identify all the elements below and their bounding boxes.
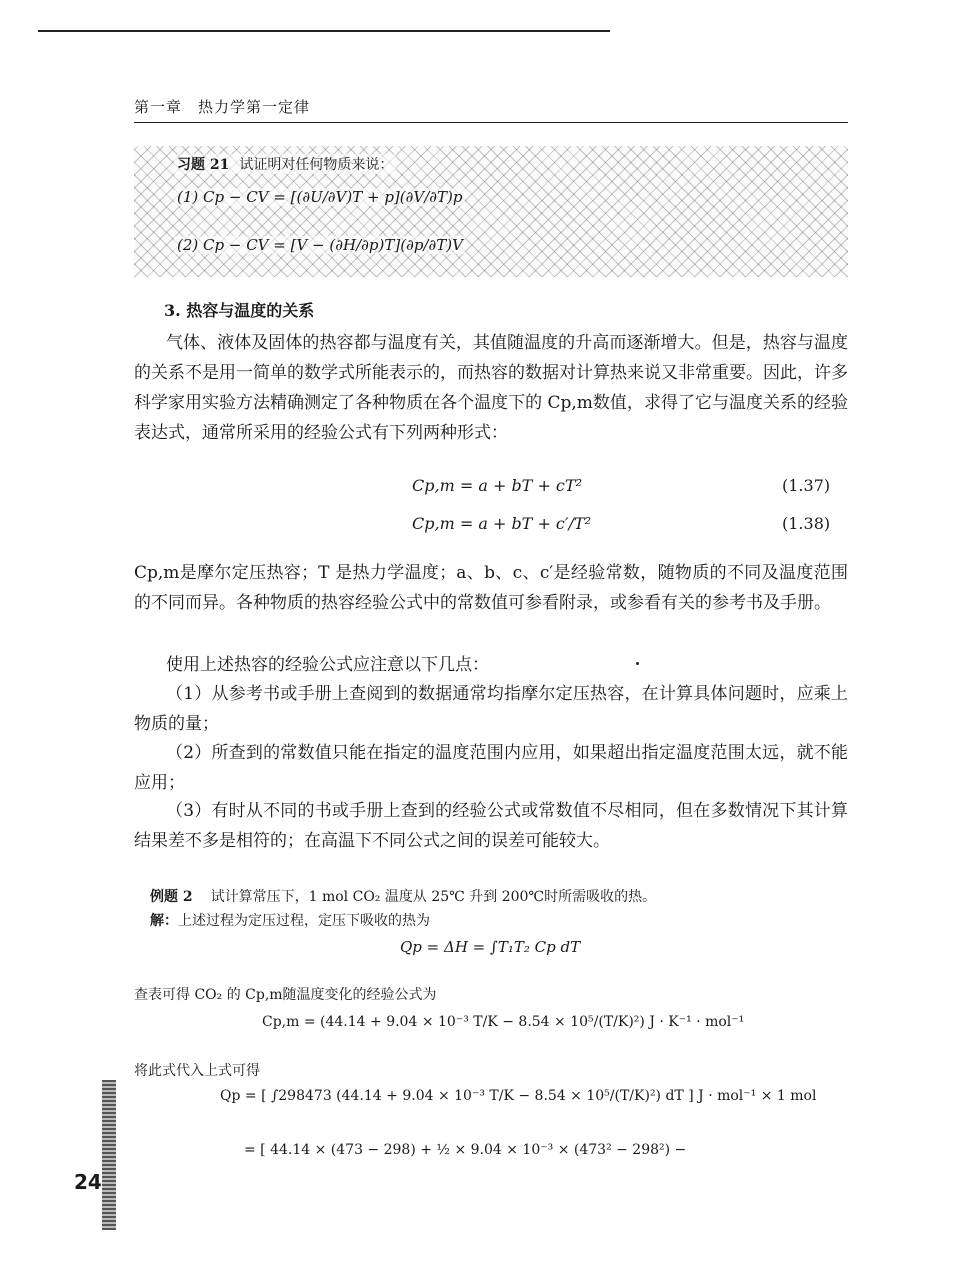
section-heading: 3. 热容与温度的关系 xyxy=(164,301,315,320)
list-item-2: （2）所查到的常数值只能在指定的温度范围内应用，如果超出指定温度范围太远，就不能应用； xyxy=(134,743,848,793)
equation-1-38: Cp,m = a + bT + c′/T² xyxy=(412,514,591,533)
equation-number-1-37: (1.37) xyxy=(782,476,831,495)
exercise-equation-1: (1) Cp − CV = [(∂U/∂V)T + p](∂V/∂T)p xyxy=(174,188,465,206)
paragraph-3: 使用上述热容的经验公式应注意以下几点： xyxy=(166,655,489,675)
example-heading xyxy=(150,886,656,906)
integral-equation-line-1: Qp = [ ∫298473 (44.14 + 9.04 × 10⁻³ T/K − 8.54 × 10⁵/(T/K)²) dT ] J · mol⁻¹ × 1 mol xyxy=(220,1088,817,1104)
lookup-text: 查表可得 CO₂ 的 Cp,m随温度变化的经验公式为 xyxy=(134,987,437,1003)
heat-integral-equation: Qp = ΔH = ∫T₁T₂ Cp dT xyxy=(400,938,581,956)
exercise-label: 习题 21 xyxy=(177,157,230,173)
list-item-3: （3）有时从不同的书或手册上查到的经验公式或常数值不尽相同，但在多数情况下其计算结果差不多是相符的；在高温下不同公式之间的误差可能较大。 xyxy=(134,801,848,851)
equation-number-1-38: (1.38) xyxy=(782,514,831,533)
exercise-equation-2: (2) Cp − CV = [V − (∂H/∂p)T](∂p/∂T)V xyxy=(174,236,466,254)
equation-1-37: Cp,m = a + bT + cT² xyxy=(412,476,582,495)
integral-equation-line-2: = [ 44.14 × (473 − 298) + ½ × 9.04 × 10⁻³ × (473² − 298²) − xyxy=(244,1142,687,1158)
exercise-title xyxy=(174,154,396,174)
exercise-prompt: 试证明对任何物质来说： xyxy=(239,157,394,173)
paragraph-1: 气体、液体及固体的热容都与温度有关，其值随温度的升高而逐渐增大。但是，热容与温度的关系不是用一简单的数学式所能表示的，而热容的数据对计算热来说又非常重要。因此，许多科学家用实验方法精确测定了各种物质在各个温度下的 Cp,m数值，求得了它与温度关系的经验表达式，通常所采用的经验公式有下列两种形式： xyxy=(134,333,848,443)
solution-text: 上述过程为定压过程，定压下吸收的热为 xyxy=(178,913,430,929)
header-rule xyxy=(134,122,848,123)
binding-edge xyxy=(102,1080,116,1230)
solution-label: 解： xyxy=(150,913,178,929)
scan-speck xyxy=(636,662,639,665)
top-rule xyxy=(38,30,610,32)
substitution-text: 将此式代入上式可得 xyxy=(134,1063,260,1079)
exercise-box xyxy=(134,146,848,277)
cp-formula-equation: Cp,m = (44.14 + 9.04 × 10⁻³ T/K − 8.54 × 10⁵/(T/K)²) J · K⁻¹ · mol⁻¹ xyxy=(262,1014,745,1030)
solution-line xyxy=(150,910,430,930)
example-label: 例题 2 xyxy=(150,889,193,905)
page-number: 24 xyxy=(74,1170,102,1194)
example-text: 试计算常压下，1 mol CO₂ 温度从 25℃ 升到 200℃时所需吸收的热。 xyxy=(210,889,657,905)
chapter-header: 第一章 热力学第一定律 xyxy=(134,98,311,116)
list-item-1: （1）从参考书或手册上查阅到的数据通常均指摩尔定压热容，在计算具体问题时，应乘上物质的量； xyxy=(134,684,848,734)
paragraph-2: Cp,m是摩尔定压热容；T 是热力学温度；a、b、c、c′是经验常数，随物质的不同及温度范围的不同而异。各种物质的热容经验公式中的常数值可参看附录，或参看有关的参考书及手册。 xyxy=(134,563,848,613)
